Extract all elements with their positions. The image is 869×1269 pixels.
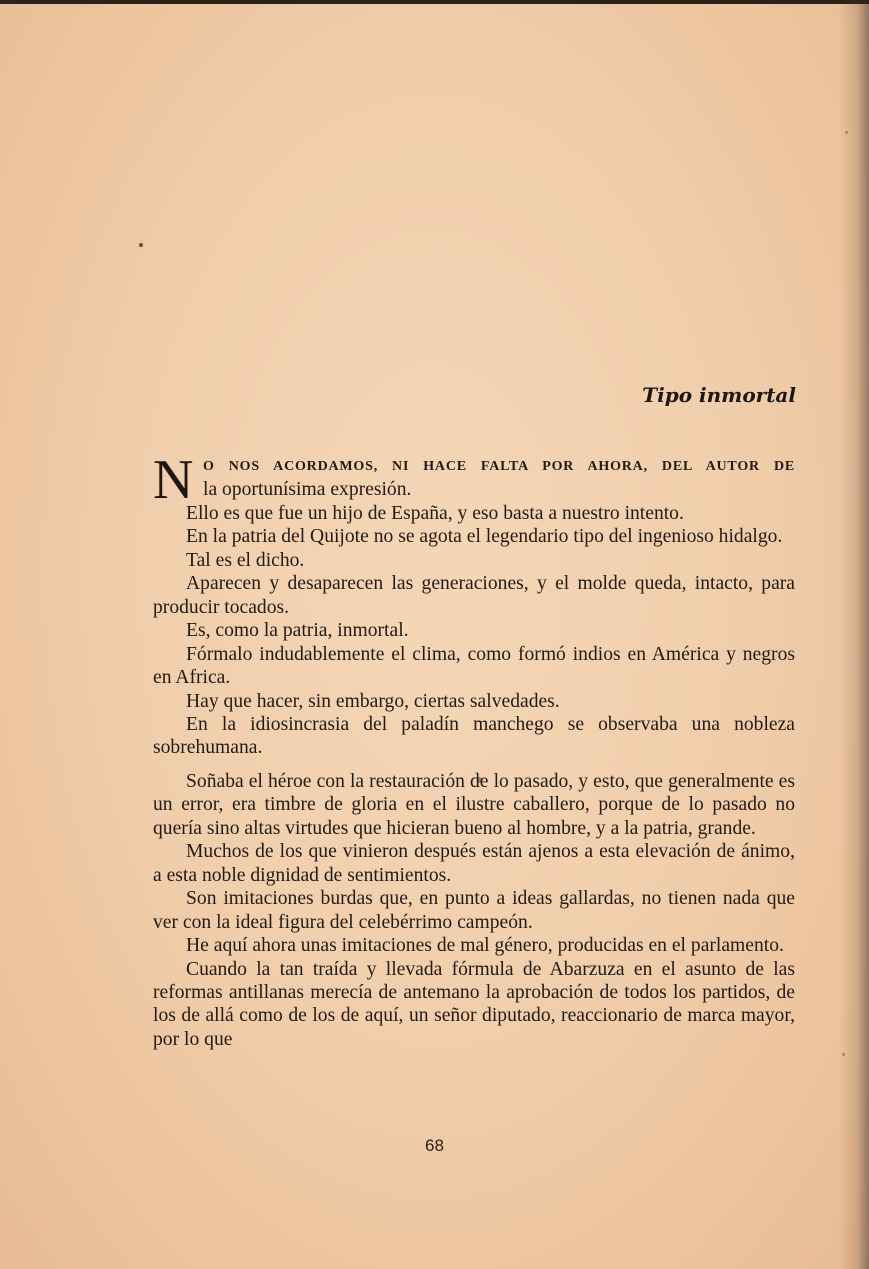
paragraph: Fórmalo indudablemente el clima, como formó indios en América y negros en Africa. [153,643,795,689]
paragraph: Soñaba el héroe con la restauración de lo pasado, y esto, que generalmente es un error, era timbre de gloria en el ilustre caballero, porque de lo pasado no quería sino altas virtudes que hicieran bueno al hombre, y a la patria, grande. [153,770,795,839]
paragraph: En la patria del Quijote no se agota el legendario tipo del ingenioso hidalgo. [186,526,783,548]
paragraph: He aquí ahora unas imitaciones de mal género, producidas en el parlamento. [186,935,784,957]
opening-rest: la oportunísima expresión. [203,479,412,501]
paragraph: Ello es que fue un hijo de España, y eso basta a nuestro intento. [186,502,684,524]
paragraph: Hay que hacer, sin embargo, ciertas salvedades. [186,690,560,712]
paper-speck [842,1053,845,1056]
paragraph: Tal es el dicho. [186,549,305,571]
chapter-title: Tipo inmortal [642,383,796,407]
paragraph: Es, como la patria, inmortal. [186,620,409,642]
paper-speck [845,131,848,134]
body-text [153,449,795,1051]
paragraph: Aparecen y desaparecen las generaciones, y el molde queda, intacto, para producir tocados. [153,573,795,618]
paper-speck [139,243,143,247]
drop-cap: N [153,449,194,511]
page-number: 68 [425,1136,444,1155]
opening-small-caps: O NOS ACORDAMOS, NI HACE FALTA POR AHORA, DEL AUTOR DE [203,459,795,474]
top-border [0,0,869,4]
paragraph: En la idiosincrasia del paladín manchego se observaba una nobleza sobrehumana. [153,713,795,759]
paragraph: Muchos de los que vinieron después están ajenos a esta elevación de ánimo, a esta noble dignidad de sentimientos. [153,841,795,886]
paragraph: Son imitaciones burdas que, en punto a ideas gallardas, no tienen nada que ver con la ideal figura del celebérrimo campeón. [153,888,795,933]
page-edge-shadow [839,0,869,1269]
paragraph: Cuando la tan traída y llevada fórmula de Abarzuza en el asunto de las reformas antillanas merecía de antemano la aprobación de todos los partidos, de los de allá como de los de aquí, un señor diputado, reaccionario de marca mayor, por lo que [153,958,795,1050]
opening-paragraph [153,449,795,511]
